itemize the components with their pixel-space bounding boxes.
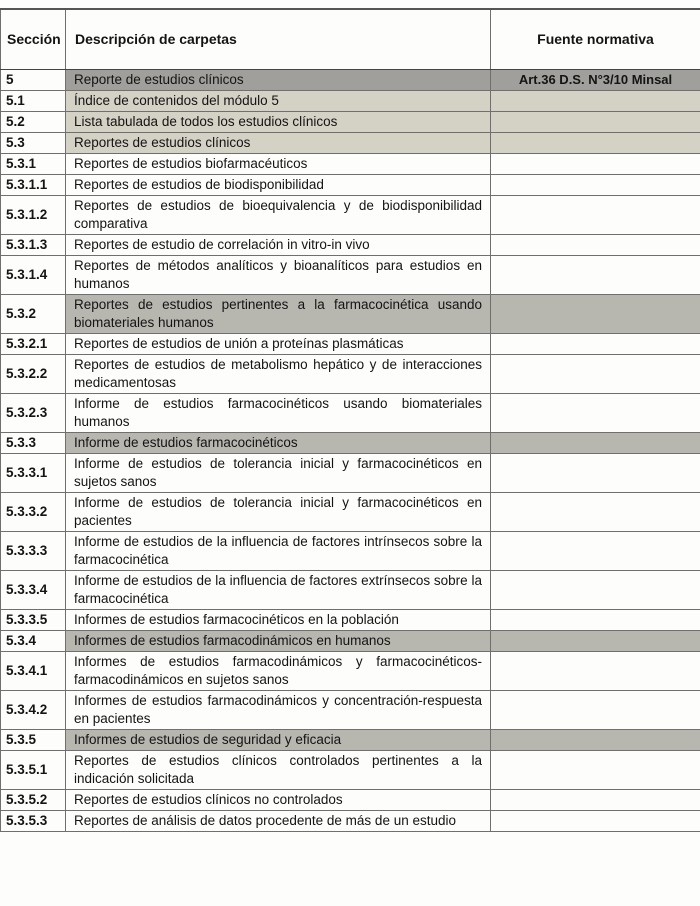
description-cell: Informe de estudios farmacocinéticos — [66, 432, 491, 453]
section-cell: 5.3.1.3 — [1, 234, 66, 255]
table-row — [1, 609, 700, 630]
section-cell: 5.3.3.4 — [1, 570, 66, 609]
source-cell — [491, 492, 700, 531]
source-cell — [491, 333, 700, 354]
source-cell — [491, 570, 700, 609]
description-cell: Reportes de estudios biofarmacéuticos — [66, 153, 491, 174]
description-cell: Informe de estudios de tolerancia inicial y farmacocinéticos en sujetos sanos — [66, 453, 491, 492]
table-row — [1, 153, 700, 174]
table-row — [1, 69, 700, 90]
table-row — [1, 294, 700, 333]
table-row — [1, 393, 700, 432]
source-cell: Art.36 D.S. N°3/10 Minsal — [491, 69, 700, 90]
source-cell — [491, 531, 700, 570]
description-cell: Informe de estudios de tolerancia inicial y farmacocinéticos en pacientes — [66, 492, 491, 531]
source-cell — [491, 651, 700, 690]
table-row — [1, 132, 700, 153]
description-cell: Informe de estudios farmacocinéticos usando biomateriales humanos — [66, 393, 491, 432]
description-cell: Reporte de estudios clínicos — [66, 69, 491, 90]
section-cell: 5.3.3.1 — [1, 453, 66, 492]
description-cell: Informe de estudios de la influencia de factores extrínsecos sobre la farmacocinética — [66, 570, 491, 609]
table-row — [1, 333, 700, 354]
description-cell: Reportes de estudios pertinentes a la farmacocinética usando biomateriales humanos — [66, 294, 491, 333]
source-cell — [491, 630, 700, 651]
table-row — [1, 531, 700, 570]
section-cell: 5.3.2.2 — [1, 354, 66, 393]
section-cell: 5.3.1.1 — [1, 174, 66, 195]
section-cell: 5.3.2 — [1, 294, 66, 333]
table-row — [1, 234, 700, 255]
source-cell — [491, 690, 700, 729]
table-body — [1, 69, 700, 831]
section-cell: 5.3.3.3 — [1, 531, 66, 570]
section-cell: 5.3.5 — [1, 729, 66, 750]
description-cell: Informes de estudios farmacodinámicos y farmacocinéticos-farmacodinámicos en sujetos sanos — [66, 651, 491, 690]
description-cell: Reportes de estudios clínicos — [66, 132, 491, 153]
section-cell: 5.3.5.2 — [1, 789, 66, 810]
column-header-fuente: Fuente normativa — [491, 9, 700, 69]
section-cell: 5.3.4 — [1, 630, 66, 651]
source-cell — [491, 195, 700, 234]
table-row — [1, 90, 700, 111]
description-cell: Informes de estudios farmacocinéticos en la población — [66, 609, 491, 630]
source-cell — [491, 810, 700, 831]
header-row — [1, 9, 700, 69]
table-row — [1, 111, 700, 132]
table-row — [1, 750, 700, 789]
source-cell — [491, 432, 700, 453]
description-cell: Informe de estudios de la influencia de factores intrínsecos sobre la farmacocinética — [66, 531, 491, 570]
table-row — [1, 729, 700, 750]
section-cell: 5.3.2.1 — [1, 333, 66, 354]
description-cell: Índice de contenidos del módulo 5 — [66, 90, 491, 111]
table-row — [1, 432, 700, 453]
table-row — [1, 810, 700, 831]
section-cell: 5.3 — [1, 132, 66, 153]
table-row — [1, 789, 700, 810]
section-cell: 5.3.3 — [1, 432, 66, 453]
source-cell — [491, 750, 700, 789]
table-row — [1, 453, 700, 492]
section-cell: 5.3.3.2 — [1, 492, 66, 531]
description-cell: Reportes de estudios clínicos controlados pertinentes a la indicación solicitada — [66, 750, 491, 789]
source-cell — [491, 90, 700, 111]
table-row — [1, 630, 700, 651]
section-cell: 5.3.1.2 — [1, 195, 66, 234]
source-cell — [491, 294, 700, 333]
section-cell: 5.3.4.1 — [1, 651, 66, 690]
section-cell: 5.3.1 — [1, 153, 66, 174]
table-row — [1, 195, 700, 234]
section-cell: 5.3.5.3 — [1, 810, 66, 831]
section-cell: 5.3.3.5 — [1, 609, 66, 630]
source-cell — [491, 729, 700, 750]
folders-table — [0, 8, 700, 832]
table-row — [1, 354, 700, 393]
section-cell: 5.3.1.4 — [1, 255, 66, 294]
table-row — [1, 174, 700, 195]
description-cell: Reportes de estudio de correlación in vitro-in vivo — [66, 234, 491, 255]
source-cell — [491, 609, 700, 630]
description-cell: Reportes de estudios clínicos no controlados — [66, 789, 491, 810]
section-cell: 5.3.5.1 — [1, 750, 66, 789]
description-cell: Reportes de análisis de datos procedente de más de un estudio — [66, 810, 491, 831]
source-cell — [491, 789, 700, 810]
source-cell — [491, 354, 700, 393]
description-cell: Informes de estudios farmacodinámicos y concentración-respuesta en pacientes — [66, 690, 491, 729]
description-cell: Informes de estudios farmacodinámicos en humanos — [66, 630, 491, 651]
description-cell: Reportes de estudios de bioequivalencia y de biodisponibilidad comparativa — [66, 195, 491, 234]
section-cell: 5.2 — [1, 111, 66, 132]
section-cell: 5 — [1, 69, 66, 90]
table-row — [1, 690, 700, 729]
source-cell — [491, 111, 700, 132]
description-cell: Reportes de métodos analíticos y bioanalíticos para estudios en humanos — [66, 255, 491, 294]
description-cell: Lista tabulada de todos los estudios clínicos — [66, 111, 491, 132]
section-cell: 5.1 — [1, 90, 66, 111]
table-row — [1, 492, 700, 531]
table-row — [1, 570, 700, 609]
description-cell: Informes de estudios de seguridad y eficacia — [66, 729, 491, 750]
section-cell: 5.3.4.2 — [1, 690, 66, 729]
source-cell — [491, 393, 700, 432]
description-cell: Reportes de estudios de metabolismo hepático y de interacciones medicamentosas — [66, 354, 491, 393]
source-cell — [491, 132, 700, 153]
section-cell: 5.3.2.3 — [1, 393, 66, 432]
source-cell — [491, 234, 700, 255]
source-cell — [491, 174, 700, 195]
table-row — [1, 651, 700, 690]
table-row — [1, 255, 700, 294]
description-cell: Reportes de estudios de unión a proteínas plasmáticas — [66, 333, 491, 354]
description-cell: Reportes de estudios de biodisponibilidad — [66, 174, 491, 195]
source-cell — [491, 255, 700, 294]
column-header-seccion: Sección — [1, 9, 66, 69]
source-cell — [491, 453, 700, 492]
source-cell — [491, 153, 700, 174]
column-header-descripcion: Descripción de carpetas — [66, 9, 491, 69]
